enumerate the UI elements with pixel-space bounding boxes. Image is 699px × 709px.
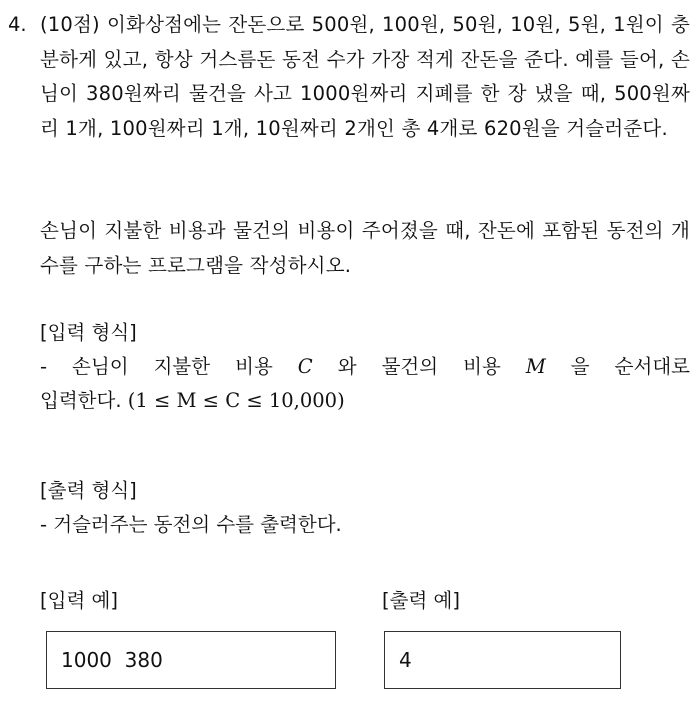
example-output-value: 4 xyxy=(399,648,412,672)
input-desc-text-4: 입력한다. xyxy=(40,389,128,412)
var-c: C xyxy=(297,355,313,378)
problem-statement: (10점) 이화상점에는 잔돈으로 500원, 100원, 50원, 10원, 5원, 1원이 충분하게 있고, 항상 거스름돈 동전 수가 가장 적게 잔돈을 준다. 예를 들어, 손님이 380원짜리 물건을 사고 1000원짜리 지폐를 한 장 냈을 때, 500원짜리 1개, 100원짜리 1개, 10원짜리 2개인 총 4개로 620원을 거슬러준다. xyxy=(40,13,690,140)
example-input-box xyxy=(46,631,336,689)
output-format-desc: - 거슬러주는 동전의 수를 출력한다. xyxy=(40,513,342,536)
input-constraint: (1 ≤ M ≤ C ≤ 10,000) xyxy=(127,389,345,412)
example-input-value: 1000 380 xyxy=(61,648,163,672)
input-format-desc-line2 xyxy=(40,384,690,418)
var-m: M xyxy=(525,355,546,378)
input-desc-text-3: 을 순서대로 xyxy=(545,355,690,378)
example-output-box xyxy=(384,631,621,689)
example-output-label: [출력 예] xyxy=(382,589,460,612)
input-desc-text-1: - 손님이 지불한 비용 xyxy=(40,355,298,378)
problem-number: 4. xyxy=(8,13,27,36)
input-format-desc xyxy=(40,350,690,384)
input-desc-text-2: 와 물건의 비용 xyxy=(312,355,526,378)
example-input-label: [입력 예] xyxy=(40,589,118,612)
problem-task: 손님이 지불한 비용과 물건의 비용이 주어졌을 때, 잔돈에 포함된 동전의 개수를 구하는 프로그램을 작성하시오. xyxy=(40,219,690,277)
input-format-label: [입력 형식] xyxy=(40,321,137,344)
output-format-label: [출력 형식] xyxy=(40,479,137,502)
